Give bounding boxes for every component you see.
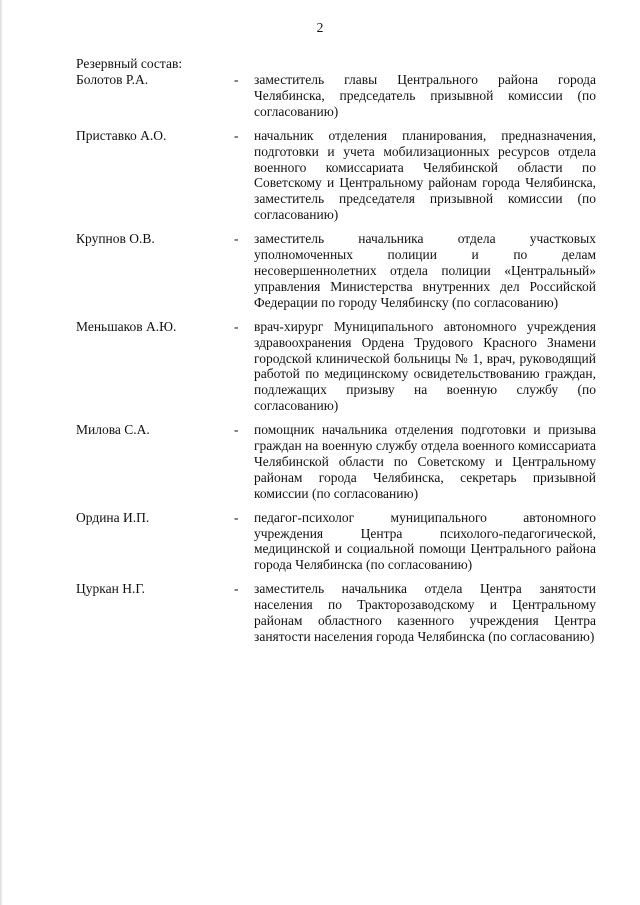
page-number: 2: [316, 20, 324, 35]
member-description: заместитель начальника отдела Центра занятости населения по Тракторозаводскому и Центральному районам областного казенного учреждения Центра занятости населения города Челябинска (по согласованию): [254, 581, 596, 644]
member-description: педагог-психолог муниципального автономного учреждения Центра психолого-педагогической, медицинской и социальной помощи Центрального района города Челябинска (по согласованию): [254, 509, 596, 573]
member-dash: -: [234, 318, 239, 334]
member-name: Болотов Р.А.: [76, 72, 149, 87]
member-name: Ордина И.П.: [76, 509, 150, 525]
member-name: Меньшаков А.Ю.: [76, 318, 177, 334]
member-entry: [76, 510, 596, 574]
member-description: заместитель главы Центрального района города Челябинска, председатель призывной комиссии (по согласованию): [254, 72, 596, 119]
member-entry: [76, 581, 596, 645]
member-entry: [76, 319, 596, 414]
member-entry: [76, 72, 596, 120]
member-name: Милова С.А.: [76, 422, 150, 438]
member-entry: [76, 231, 596, 311]
member-description: заместитель начальника отдела участковых уполномоченных полиции и по делам несовершеннолетних отдела полиции «Центральный» управления Министерства внутренних дел Российской Федерации по городу Челябинску (по согласованию): [254, 231, 596, 310]
member-dash: -: [234, 231, 239, 247]
member-entry: [76, 128, 596, 223]
member-name: Приставко А.О.: [76, 127, 167, 143]
section-heading: Резервный состав:: [76, 56, 183, 71]
member-dash: -: [234, 509, 239, 525]
member-name: Цуркан Н.Г.: [76, 581, 145, 597]
member-dash: -: [234, 127, 239, 143]
member-description: помощник начальника отделения подготовки и призыва граждан на военную службу отдела военного комиссариата Челябинской области по Советскому и Центральному районам города Челябинска, секретарь призывной комиссии (по согласованию): [254, 422, 596, 501]
scan-edge-shadow: [0, 0, 3, 905]
member-description: врач-хирург Муниципального автономного учреждения здравоохранения Ордена Трудового Красного Знамени городской клинической больницы № 1, врач, руководящий работой по медицинскому освидетельствованию граждан, подлежащих призыву на военную службу (по согласованию): [254, 318, 596, 414]
member-name: Крупнов О.В.: [76, 231, 155, 247]
member-dash: -: [234, 422, 239, 438]
members-list: [76, 72, 596, 645]
member-entry: [76, 422, 596, 502]
member-dash: -: [234, 72, 239, 87]
member-description: начальник отделения планирования, предназначения, подготовки и учета мобилизационных ресурсов отдела военного комиссариата Челябинской области по Советскому и Центральному районам города Челябинска, заместитель председателя призывной комиссии (по согласованию): [254, 127, 596, 223]
member-dash: -: [234, 581, 239, 597]
